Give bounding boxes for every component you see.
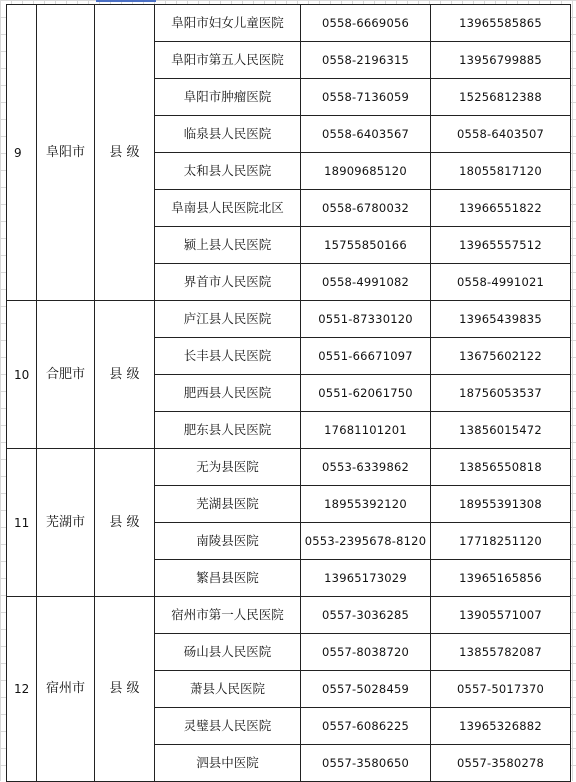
mobile-cell[interactable]: 0558-6403507 bbox=[431, 116, 571, 153]
phone-cell[interactable]: 13965173029 bbox=[301, 560, 431, 597]
hospital-name-cell[interactable]: 临泉县人民医院 bbox=[155, 116, 301, 153]
phone-cell[interactable]: 18955392120 bbox=[301, 486, 431, 523]
phone-cell[interactable]: 0557-3036285 bbox=[301, 597, 431, 634]
mobile-cell[interactable]: 13675602122 bbox=[431, 338, 571, 375]
mobile-cell[interactable]: 18955391308 bbox=[431, 486, 571, 523]
phone-cell[interactable]: 0558-6780032 bbox=[301, 190, 431, 227]
mobile-cell[interactable]: 13856550818 bbox=[431, 449, 571, 486]
phone-cell[interactable]: 0558-7136059 bbox=[301, 79, 431, 116]
mobile-cell[interactable]: 13965439835 bbox=[431, 301, 571, 338]
mobile-cell[interactable]: 13966551822 bbox=[431, 190, 571, 227]
mobile-cell[interactable]: 18055817120 bbox=[431, 153, 571, 190]
hospital-name-cell[interactable]: 颍上县人民医院 bbox=[155, 227, 301, 264]
phone-cell[interactable]: 0557-6086225 bbox=[301, 708, 431, 745]
hospital-name-cell[interactable]: 肥西县人民医院 bbox=[155, 375, 301, 412]
hospital-name-cell[interactable]: 太和县人民医院 bbox=[155, 153, 301, 190]
phone-cell[interactable]: 0553-6339862 bbox=[301, 449, 431, 486]
city-cell[interactable]: 宿州市 bbox=[37, 597, 95, 782]
group-number-cell[interactable]: 12 bbox=[7, 597, 37, 782]
city-cell[interactable]: 合肥市 bbox=[37, 301, 95, 449]
phone-cell[interactable]: 0551-66671097 bbox=[301, 338, 431, 375]
city-cell[interactable]: 芜湖市 bbox=[37, 449, 95, 597]
mobile-cell[interactable]: 13956799885 bbox=[431, 42, 571, 79]
table-body bbox=[7, 5, 571, 782]
phone-cell[interactable]: 0551-62061750 bbox=[301, 375, 431, 412]
phone-cell[interactable]: 15755850166 bbox=[301, 227, 431, 264]
hospital-name-cell[interactable]: 阜阳市妇女儿童医院 bbox=[155, 5, 301, 42]
mobile-cell[interactable]: 13856015472 bbox=[431, 412, 571, 449]
hospital-name-cell[interactable]: 芜湖县医院 bbox=[155, 486, 301, 523]
mobile-cell[interactable]: 13965165856 bbox=[431, 560, 571, 597]
phone-cell[interactable]: 0558-4991082 bbox=[301, 264, 431, 301]
group-number-cell[interactable]: 11 bbox=[7, 449, 37, 597]
mobile-cell[interactable]: 13965326882 bbox=[431, 708, 571, 745]
hospital-name-cell[interactable]: 阜南县人民医院北区 bbox=[155, 190, 301, 227]
mobile-cell[interactable]: 0558-4991021 bbox=[431, 264, 571, 301]
table-row bbox=[7, 301, 571, 338]
hospital-name-cell[interactable]: 萧县人民医院 bbox=[155, 671, 301, 708]
hospital-name-cell[interactable]: 砀山县人民医院 bbox=[155, 634, 301, 671]
level-cell[interactable]: 县 级 bbox=[95, 597, 155, 782]
mobile-cell[interactable]: 13965585865 bbox=[431, 5, 571, 42]
group-number-cell[interactable]: 9 bbox=[7, 5, 37, 301]
hospital-name-cell[interactable]: 宿州市第一人民医院 bbox=[155, 597, 301, 634]
phone-cell[interactable]: 18909685120 bbox=[301, 153, 431, 190]
hospital-name-cell[interactable]: 灵璧县人民医院 bbox=[155, 708, 301, 745]
mobile-cell[interactable]: 13855782087 bbox=[431, 634, 571, 671]
table-row bbox=[7, 597, 571, 634]
mobile-cell[interactable]: 15256812388 bbox=[431, 79, 571, 116]
hospital-name-cell[interactable]: 庐江县人民医院 bbox=[155, 301, 301, 338]
mobile-cell[interactable]: 0557-3580278 bbox=[431, 745, 571, 782]
phone-cell[interactable]: 0557-3580650 bbox=[301, 745, 431, 782]
city-cell[interactable]: 阜阳市 bbox=[37, 5, 95, 301]
phone-cell[interactable]: 0558-2196315 bbox=[301, 42, 431, 79]
mobile-cell[interactable]: 0557-5017370 bbox=[431, 671, 571, 708]
hospital-name-cell[interactable]: 界首市人民医院 bbox=[155, 264, 301, 301]
mobile-cell[interactable]: 13905571007 bbox=[431, 597, 571, 634]
phone-cell[interactable]: 17681101201 bbox=[301, 412, 431, 449]
phone-cell[interactable]: 0551-87330120 bbox=[301, 301, 431, 338]
table-row bbox=[7, 449, 571, 486]
selected-cell-indicator bbox=[96, 0, 156, 2]
mobile-cell[interactable]: 17718251120 bbox=[431, 523, 571, 560]
phone-cell[interactable]: 0558-6403567 bbox=[301, 116, 431, 153]
hospital-name-cell[interactable]: 无为县医院 bbox=[155, 449, 301, 486]
phone-cell[interactable]: 0557-8038720 bbox=[301, 634, 431, 671]
level-cell[interactable]: 县 级 bbox=[95, 5, 155, 301]
hospital-name-cell[interactable]: 繁昌县医院 bbox=[155, 560, 301, 597]
hospital-name-cell[interactable]: 阜阳市第五人民医院 bbox=[155, 42, 301, 79]
group-number-cell[interactable]: 10 bbox=[7, 301, 37, 449]
table-row bbox=[7, 5, 571, 42]
phone-cell[interactable]: 0558-6669056 bbox=[301, 5, 431, 42]
hospital-name-cell[interactable]: 南陵县医院 bbox=[155, 523, 301, 560]
hospital-name-cell[interactable]: 长丰县人民医院 bbox=[155, 338, 301, 375]
level-cell[interactable]: 县 级 bbox=[95, 301, 155, 449]
hospital-name-cell[interactable]: 泗县中医院 bbox=[155, 745, 301, 782]
level-cell[interactable]: 县 级 bbox=[95, 449, 155, 597]
mobile-cell[interactable]: 18756053537 bbox=[431, 375, 571, 412]
phone-cell[interactable]: 0557-5028459 bbox=[301, 671, 431, 708]
hospital-contact-table bbox=[6, 4, 571, 782]
hospital-name-cell[interactable]: 肥东县人民医院 bbox=[155, 412, 301, 449]
phone-cell[interactable]: 0553-2395678-8120 bbox=[301, 523, 431, 560]
hospital-name-cell[interactable]: 阜阳市肿瘤医院 bbox=[155, 79, 301, 116]
mobile-cell[interactable]: 13965557512 bbox=[431, 227, 571, 264]
